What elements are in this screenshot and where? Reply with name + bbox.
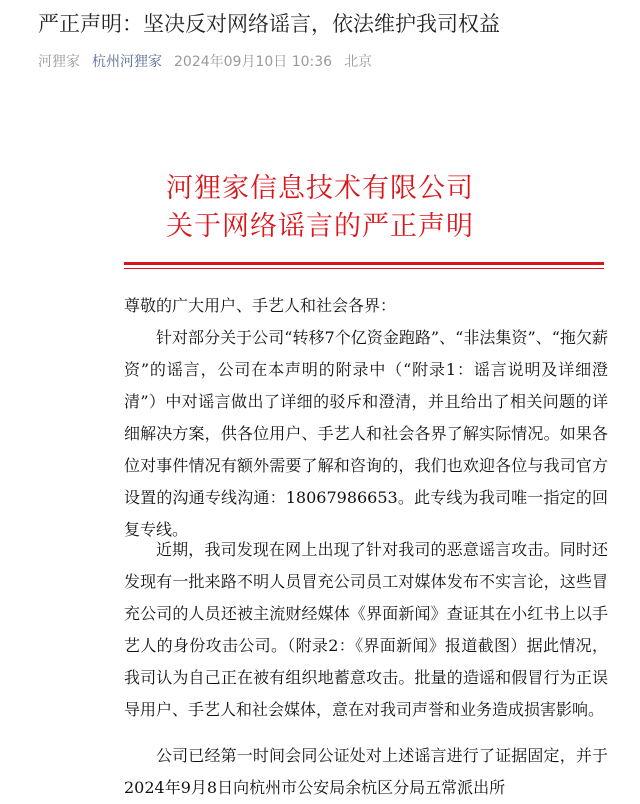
red-divider-thick bbox=[124, 262, 604, 265]
paragraph-3: 公司已经第一时间会同公证处对上述谣言进行了证据固定，并于2024年9月8日向杭州市公安局余杭区分局五常派出所 bbox=[124, 746, 608, 797]
article-meta bbox=[38, 52, 372, 72]
author-link[interactable]: 杭州河狸家 bbox=[92, 54, 162, 70]
document-heading-company: 河狸家信息技术有限公司 bbox=[166, 173, 474, 204]
document-heading-title: 关于网络谣言的严正声明 bbox=[166, 211, 474, 242]
article-title: 严正声明：坚决反对网络谣言，依法维护我司权益 bbox=[38, 12, 500, 36]
red-divider-thin bbox=[124, 268, 604, 269]
publish-date: 2024年09月10日 10:36 bbox=[174, 54, 333, 70]
publish-location: 北京 bbox=[344, 54, 373, 70]
greeting: 尊敬的广大用户、手艺人和社会各界： bbox=[124, 296, 397, 315]
source-label: 河狸家 bbox=[38, 54, 80, 70]
paragraph-2: 近期，我司发现在网上出现了针对我司的恶意谣言攻击。同时还发现有一批来路不明人员冒充公司员工对媒体发布不实言论，这些冒充公司的人员还被主流财经媒体《界面新闻》查证其在小红书上以手艺人的身份攻击公司。（附录2：《界面新闻》报道截图）据此情况，我司认为自己正在被有组织地蓄意攻击。批量的造谣和假冒行为正误导用户、手艺人和社会媒体，意在对我司声誉和业务造成损害影响。 bbox=[124, 540, 608, 719]
paragraph-1: 针对部分关于公司“转移7个亿资金跑路”、“非法集资”、“拖欠薪资”的谣言，公司在本声明的附录中（“附录1：谣言说明及详细澄清”）中对谣言做出了详细的驳斥和澄清，并且给出了相关问题的详细解决方案，供各位用户、手艺人和社会各界了解实际情况。如果各位对事件情况有额外需要了解和咨询的，我们也欢迎各位与我司官方设置的沟通专线沟通：18067986653。此专线为我司唯一指定的回复专线。 bbox=[124, 328, 608, 539]
